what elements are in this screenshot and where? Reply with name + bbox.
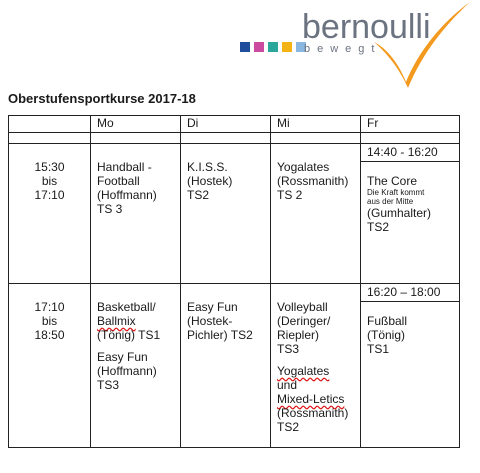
friday-time: 16:20 – 18:00 (361, 284, 459, 302)
logo-color-squares (240, 42, 306, 52)
course-cell: Volleyball (Deringer/ Riepler) TS3 Yogalates und Mixed-Letics (Rossmanith) TS2 (271, 284, 361, 448)
logo-wordmark: bernoulli (302, 8, 431, 46)
friday-time: 14:40 - 16:20 (361, 144, 459, 162)
header-row (9, 116, 460, 133)
course-cell: Handball - Football (Hoffmann) TS 3 (91, 144, 181, 284)
course-cell: Yogalates (Rossmanith) TS 2 (271, 144, 361, 284)
logo-square (268, 42, 278, 52)
header-empty (9, 116, 91, 133)
page-title: Oberstufensportkurse 2017-18 (8, 91, 196, 106)
course-cell: K.I.S.S. (Hostek) TS2 (181, 144, 271, 284)
logo-square (254, 42, 264, 52)
header-day-fr: Fr (361, 116, 460, 133)
course-cell: 14:40 - 16:20 The Core Die Kraft kommt aus der Mitte (Gumhalter) TS2 (361, 144, 460, 284)
header-day-di: Di (181, 116, 271, 133)
time-slot: 17:10 bis 18:50 (9, 284, 91, 448)
table-row (9, 284, 460, 448)
time-slot: 15:30 bis 17:10 (9, 144, 91, 284)
course-cell: Easy Fun (Hostek- Pichler) TS2 (181, 284, 271, 448)
bernoulli-logo (0, 0, 480, 90)
schedule-table (8, 115, 460, 448)
table-row (9, 144, 460, 284)
header-day-mo: Mo (91, 116, 181, 133)
logo-square (240, 42, 250, 52)
logo-square (282, 42, 292, 52)
spacer-row (9, 133, 460, 144)
checkmark-icon (372, 0, 472, 90)
course-cell: Basketball/ Ballmix (Tönig) TS1 Easy Fun (Hoffmann) TS3 (91, 284, 181, 448)
logo-tagline: bewegt (304, 43, 382, 55)
header-day-mi: Mi (271, 116, 361, 133)
course-cell: 16:20 – 18:00 Fußball (Tönig) TS1 (361, 284, 460, 448)
